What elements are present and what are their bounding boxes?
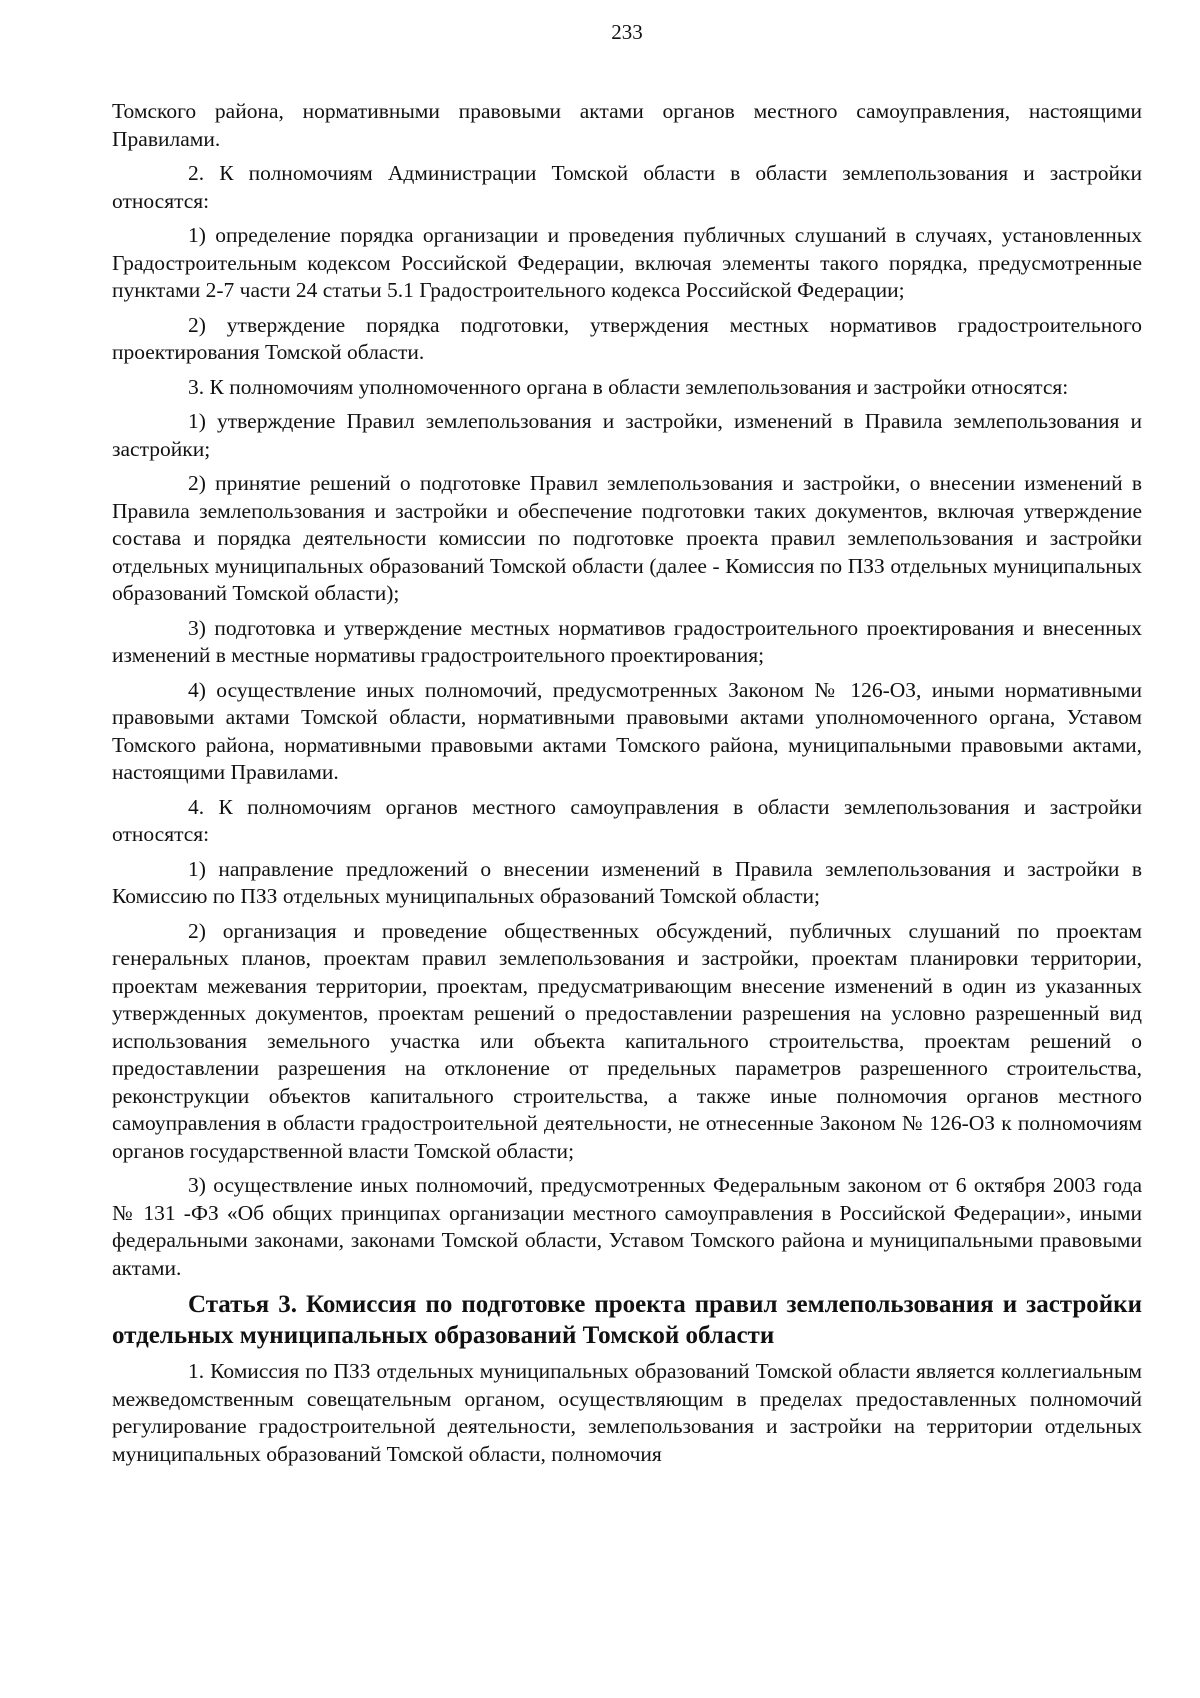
paragraph-section-3: 3. К полномочиям уполномоченного органа в области землепользования и застройки относятся: [188,374,1069,399]
paragraph-section-2-item-2: 2) утверждение порядка подготовки, утверждения местных нормативов градостроительного проектирования Томской области. [112,312,1142,364]
document-page [112,18,1142,1475]
paragraph-section-2-item-1: 1) определение порядка организации и проведения публичных слушаний в случаях, установленных Градостроительным кодексом Российской Федерации, включая элементы такого порядка, предусмотренные пунктами 2-7 части 24 статьи 5.1 Градостроительного кодекса Российской Федерации; [112,223,1142,302]
paragraph-section-4-item-1: 1) направление предложений о внесении изменений в Правила землепользования и застройки в Комиссию по ПЗЗ отдельных муниципальных образований Томской области; [112,856,1142,908]
paragraph-section-4-item-2: 2) организация и проведение общественных обсуждений, публичных слушаний по проектам генеральных планов, проектам правил землепользования и застройки, проектам планировки территории, проектам межевания территории, проектам, предусматривающим внесение изменений в один из указанных утвержденных документов, проектам решений о предоставлении разрешения на условно разрешенный вид использования земельного участка или объекта капитального строительства, проектам решений о предоставлении разрешения на отклонение от предельных параметров разрешенного строительства, реконструкции объектов капитального строительства, а также иные полномочия органов местного самоуправления в области градостроительной деятельности, не отнесенные Законом № 126-ОЗ к полномочиям органов государственной власти Томской области; [112,918,1142,1163]
paragraph-section-4: 4. К полномочиям органов местного самоуправления в области землепользования и застройки относятся: [112,794,1142,846]
paragraph-section-3-item-2: 2) принятие решений о подготовке Правил землепользования и застройки, о внесении изменений в Правила землепользования и застройки и обеспечение подготовки таких документов, включая утверждение состава и порядка деятельности комиссии по подготовке проекта правил землепользования и застройки отдельных муниципальных образований Томской области (далее - Комиссия по ПЗЗ отдельных муниципальных образований Томской области); [112,471,1142,605]
paragraph-section-3-item-4: 4) осуществление иных полномочий, предусмотренных Законом № 126-ОЗ, иными нормативными правовыми актами Томской области, нормативными правовыми актами уполномоченного органа, Уставом Томского района, нормативными правовыми актами Томского района, муниципальными правовыми актами, настоящими Правилами. [112,677,1142,784]
page-number: 233 [611,20,643,44]
paragraph-section-4-item-3: 3) осуществление иных полномочий, предусмотренных Федеральным законом от 6 октября 2003 года № 131 -ФЗ «Об общих принципах организации местного самоуправления в Российской Федерации», иными федеральными законами, законами Томской области, Уставом Томского района и муниципальными правовыми актами. [112,1173,1142,1280]
paragraph-section-3-item-1: 1) утверждение Правил землепользования и застройки, изменений в Правила землепользования и застройки; [112,409,1142,461]
paragraph-section-2: 2. К полномочиям Администрации Томской области в области землепользования и застройки относятся: [112,161,1142,213]
paragraph-section-3-item-3: 3) подготовка и утверждение местных нормативов градостроительного проектирования и внесенных изменений в местные нормативы градостроительного проектирования; [112,615,1142,667]
article-heading: Статья 3. Комиссия по подготовке проекта правил землепользования и застройки отдельных муниципальных образований Томской области [112,1291,1142,1349]
paragraph-article-3-item-1: 1. Комиссия по ПЗЗ отдельных муниципальных образований Томской области является коллегиальным межведомственным совещательным органом, осуществляющим в пределах предоставленных полномочий регулирование градостроительной деятельности, землепользования и застройки на территории отдельных муниципальных образований Томской области, полномочия [112,1359,1142,1466]
paragraph-continuation: Томского района, нормативными правовыми актами органов местного самоуправления, настоящими Правилами. [112,99,1142,151]
